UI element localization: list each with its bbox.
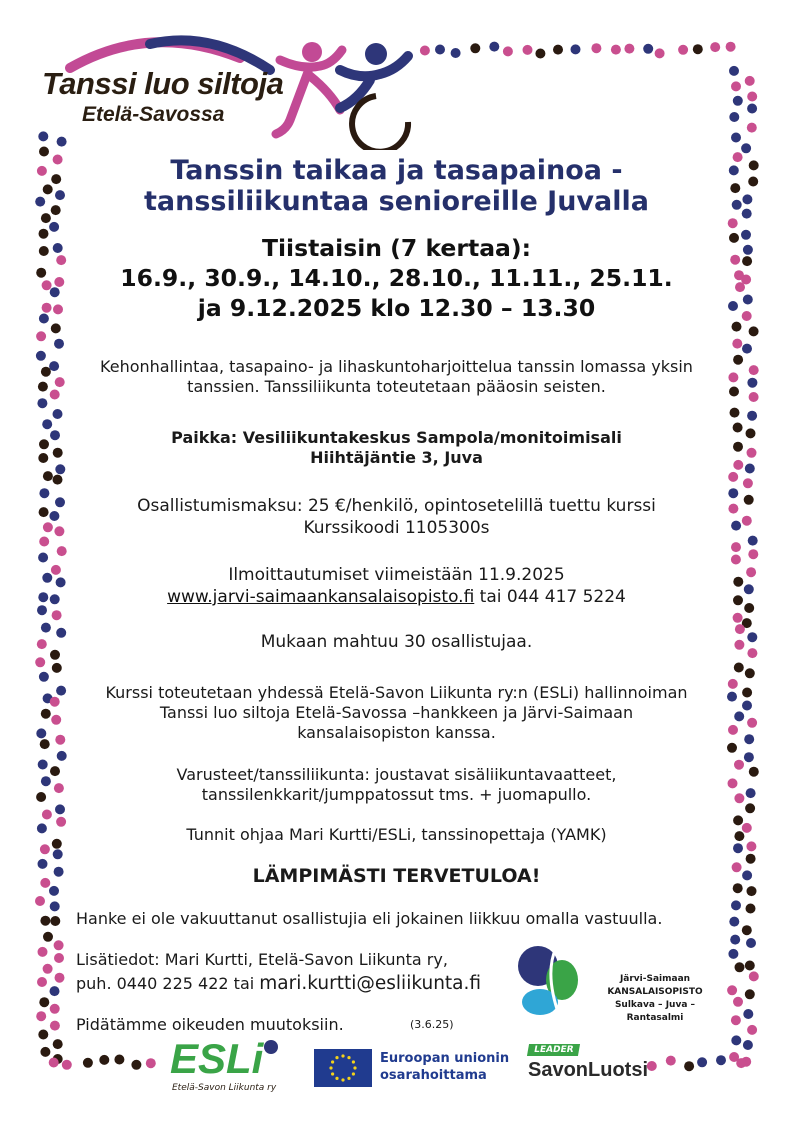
description-line-2: tanssien. Tanssiliikunta toteutetaan pääosin seisten.	[187, 377, 606, 396]
border-dot	[729, 917, 739, 927]
border-dot	[744, 752, 754, 762]
border-dot	[727, 985, 737, 995]
border-dot	[728, 218, 738, 228]
border-dot	[36, 1011, 46, 1021]
border-dot	[746, 904, 756, 914]
jsko-places: Sulkava – Juva – Rantasalmi	[614, 1000, 696, 1023]
border-dot	[39, 672, 49, 682]
border-dot	[451, 48, 461, 58]
border-dot	[726, 42, 736, 52]
eu-star	[347, 1077, 350, 1080]
border-dot	[503, 46, 513, 56]
border-dot	[749, 971, 759, 981]
border-dot	[697, 1057, 707, 1067]
welcome-text: LÄMPIMÄSTI TERVETULOA!	[252, 865, 541, 887]
eu-line-2: osarahoittama	[380, 1068, 487, 1083]
border-dot	[54, 940, 64, 950]
border-dot	[43, 964, 53, 974]
border-dot	[591, 43, 601, 53]
eu-star	[331, 1072, 334, 1075]
border-dot	[50, 916, 60, 926]
page-title	[0, 155, 793, 217]
border-dot	[716, 1055, 726, 1065]
place	[0, 428, 793, 468]
border-dot	[49, 1058, 59, 1068]
border-dot	[49, 222, 59, 232]
border-dot	[748, 549, 758, 559]
border-dot	[535, 49, 545, 59]
esli-dot-icon	[262, 1038, 280, 1056]
jsko-name-2: KANSALAISOPISTO	[607, 987, 703, 997]
border-dot	[733, 997, 743, 1007]
border-dot	[54, 953, 64, 963]
border-dot	[43, 932, 53, 942]
border-dot	[731, 133, 741, 143]
border-dot	[749, 326, 759, 336]
border-dot	[747, 92, 757, 102]
border-dot	[57, 546, 67, 556]
border-dot	[43, 471, 53, 481]
eu-star	[335, 1056, 338, 1059]
border-dot	[40, 844, 50, 854]
border-dot	[747, 411, 757, 421]
registration	[0, 564, 793, 608]
border-dot	[99, 1055, 109, 1065]
cooperation-line-2: Tanssi luo siltoja Etelä-Savossa –hankkeen ja Järvi-Saimaan	[159, 703, 634, 722]
border-dot	[731, 81, 741, 91]
border-dot	[50, 901, 60, 911]
border-dot	[747, 886, 757, 896]
border-dot	[50, 1004, 60, 1014]
eu-flag-icon	[314, 1049, 372, 1087]
eu-star	[335, 1077, 338, 1080]
border-dot	[40, 916, 50, 926]
border-dot	[655, 48, 665, 58]
border-dot	[729, 66, 739, 76]
schedule	[0, 233, 793, 323]
eu-funding-text	[380, 1050, 509, 1084]
border-dot	[146, 1058, 156, 1068]
border-dot	[39, 997, 49, 1007]
border-dot	[624, 44, 634, 54]
border-dot	[733, 96, 743, 106]
border-dot	[731, 1015, 741, 1025]
eu-star	[347, 1056, 350, 1059]
fee-line-2: Kurssikoodi 1105300s	[303, 518, 490, 538]
border-dot	[42, 810, 52, 820]
insurance-note: Hanke ei ole vakuuttanut osallistujia eli jokainen liikkuu omalla vastuulla.	[76, 909, 663, 928]
registration-deadline: Ilmoittautumiset viimeistään 11.9.2025	[228, 565, 565, 585]
schedule-line-2: 16.9., 30.9., 14.10., 28.10., 11.11., 25.11.	[120, 264, 673, 292]
border-dot	[571, 44, 581, 54]
border-dot	[470, 43, 480, 53]
border-dot	[710, 42, 720, 52]
border-dot	[731, 1035, 741, 1045]
border-dot	[736, 1058, 746, 1068]
contact-phone: puh. 0440 225 422 tai	[76, 974, 260, 993]
registration-phone: tai 044 417 5224	[474, 587, 626, 607]
border-dot	[553, 45, 563, 55]
border-dot	[730, 935, 740, 945]
border-dot	[745, 989, 755, 999]
border-dot	[727, 743, 737, 753]
savonluotsi-logo: SavonLuotsi	[528, 1059, 649, 1081]
border-dot	[38, 947, 48, 957]
jsko-logo-text	[596, 973, 714, 1025]
border-dot	[38, 1030, 48, 1040]
rights-note: Pidätämme oikeuden muutoksiin.	[76, 1015, 344, 1034]
eu-line-1: Euroopan unionin	[380, 1051, 510, 1066]
border-dot	[523, 45, 533, 55]
border-dot	[746, 854, 756, 864]
border-dot	[678, 45, 688, 55]
border-dot	[52, 610, 62, 620]
instructor: Tunnit ohjaa Mari Kurtti/ESLi, tanssinopettaja (YAMK)	[186, 825, 607, 844]
border-dot	[489, 42, 499, 52]
equipment-line-1: Varusteet/tanssiliikunta: joustavat sisäliikuntavaatteet,	[176, 765, 617, 784]
contact-line-1: Lisätiedot: Mari Kurtti, Etelä-Savon Liikunta ry,	[76, 950, 448, 969]
equipment	[0, 765, 793, 805]
border-dot	[131, 1060, 141, 1070]
eu-star	[329, 1066, 332, 1069]
border-dot	[742, 344, 752, 354]
border-dot	[53, 1039, 63, 1049]
cooperation-line-3: kansalaisopiston kanssa.	[297, 723, 496, 742]
eu-star	[352, 1072, 355, 1075]
border-dot	[666, 1056, 676, 1066]
border-dot	[611, 45, 621, 55]
border-dot	[743, 1009, 753, 1019]
cooperation-line-1: Kurssi toteutetaan yhdessä Etelä-Savon Liikunta ry:n (ESLi) hallinnoiman	[105, 683, 688, 702]
eu-star	[331, 1060, 334, 1063]
version-date: (3.6.25)	[410, 1018, 454, 1031]
border-dot	[745, 961, 755, 971]
border-dot	[50, 986, 60, 996]
eu-star	[341, 1054, 344, 1057]
border-dot	[743, 1040, 753, 1050]
border-dot	[728, 949, 738, 959]
border-dot	[40, 1047, 50, 1057]
logo-subtitle: Etelä-Savossa	[82, 103, 225, 126]
border-dot	[37, 977, 47, 987]
esli-logo: ESLi	[170, 1035, 264, 1082]
border-dot	[730, 408, 740, 418]
border-dot	[745, 668, 755, 678]
jsko-name-1: Järvi-Saimaan	[619, 974, 691, 984]
contact-email[interactable]: mari.kurtti@esliikunta.fi	[259, 973, 482, 994]
border-dot	[731, 555, 741, 565]
border-dot	[54, 339, 64, 349]
border-dot	[733, 613, 743, 623]
capacity: Mukaan mahtuu 30 osallistujaa.	[260, 632, 533, 652]
border-dot	[728, 472, 738, 482]
jsko-logo-icon	[514, 944, 586, 1020]
border-dot	[49, 886, 59, 896]
place-line-1: Paikka: Vesiliikuntakeskus Sampola/monitoimisali	[171, 428, 622, 447]
title-line-2: tanssiliikuntaa senioreille Juvalla	[144, 186, 649, 217]
border-dot	[743, 478, 753, 488]
fee	[0, 495, 793, 539]
border-dot	[741, 143, 751, 153]
border-dot	[747, 123, 757, 133]
cooperation	[0, 683, 793, 743]
leader-tag: LEADER	[527, 1044, 581, 1056]
border-dot	[746, 938, 756, 948]
eu-star	[353, 1066, 356, 1069]
border-dot	[729, 112, 739, 122]
border-dot	[435, 45, 445, 55]
esli-subtitle: Etelä-Savon Liikunta ry	[172, 1083, 277, 1093]
border-dot	[83, 1058, 93, 1068]
eu-star	[341, 1078, 344, 1081]
border-dot	[733, 815, 743, 825]
border-dot	[50, 1021, 60, 1031]
border-dot	[52, 663, 62, 673]
border-dot	[38, 553, 48, 563]
border-dot	[647, 1061, 657, 1071]
eu-star	[352, 1060, 355, 1063]
border-dot	[35, 896, 45, 906]
border-dot	[734, 663, 744, 673]
fee-line-1: Osallistumismaksu: 25 €/henkilö, opintosetelillä tuettu kurssi	[137, 496, 656, 516]
border-dot	[57, 751, 67, 761]
logo-title: Tanssi luo siltoja	[42, 66, 284, 101]
border-dot	[53, 849, 63, 859]
border-dot	[51, 323, 61, 333]
schedule-line-1: Tiistaisin (7 kertaa):	[261, 234, 532, 262]
border-dot	[37, 398, 47, 408]
border-dot	[36, 331, 46, 341]
border-dot	[55, 804, 65, 814]
schedule-line-3: ja 9.12.2025 klo 12.30 – 13.30	[197, 294, 596, 322]
border-dot	[747, 104, 757, 114]
border-dot	[731, 900, 741, 910]
description-line-1: Kehonhallintaa, tasapaino- ja lihaskuntoharjoittelua tanssin lomassa yksin	[100, 357, 693, 376]
registration-link[interactable]: www.jarvi-saimaankansalaisopisto.fi	[167, 587, 475, 607]
border-dot	[55, 973, 65, 983]
border-dot	[745, 76, 755, 86]
contact	[76, 948, 481, 996]
border-dot	[693, 44, 703, 54]
border-dot	[731, 542, 741, 552]
place-line-2: Hiihtäjäntie 3, Juva	[310, 448, 483, 467]
border-dot	[114, 1055, 124, 1065]
border-dot	[35, 657, 45, 667]
title-line-1: Tanssin taikaa ja tasapainoa -	[170, 155, 623, 186]
border-dot	[684, 1061, 694, 1071]
border-dot	[732, 322, 742, 332]
border-dot	[53, 475, 63, 485]
description	[0, 357, 793, 397]
equipment-line-2: tanssilenkkarit/jumppatossut tms. + juomapullo.	[201, 785, 592, 804]
border-dot	[732, 339, 742, 349]
border-dot	[735, 962, 745, 972]
border-dot	[53, 409, 63, 419]
border-dot	[643, 44, 653, 54]
border-dot	[742, 925, 752, 935]
border-dot	[747, 1025, 757, 1035]
border-dot	[62, 1060, 72, 1070]
